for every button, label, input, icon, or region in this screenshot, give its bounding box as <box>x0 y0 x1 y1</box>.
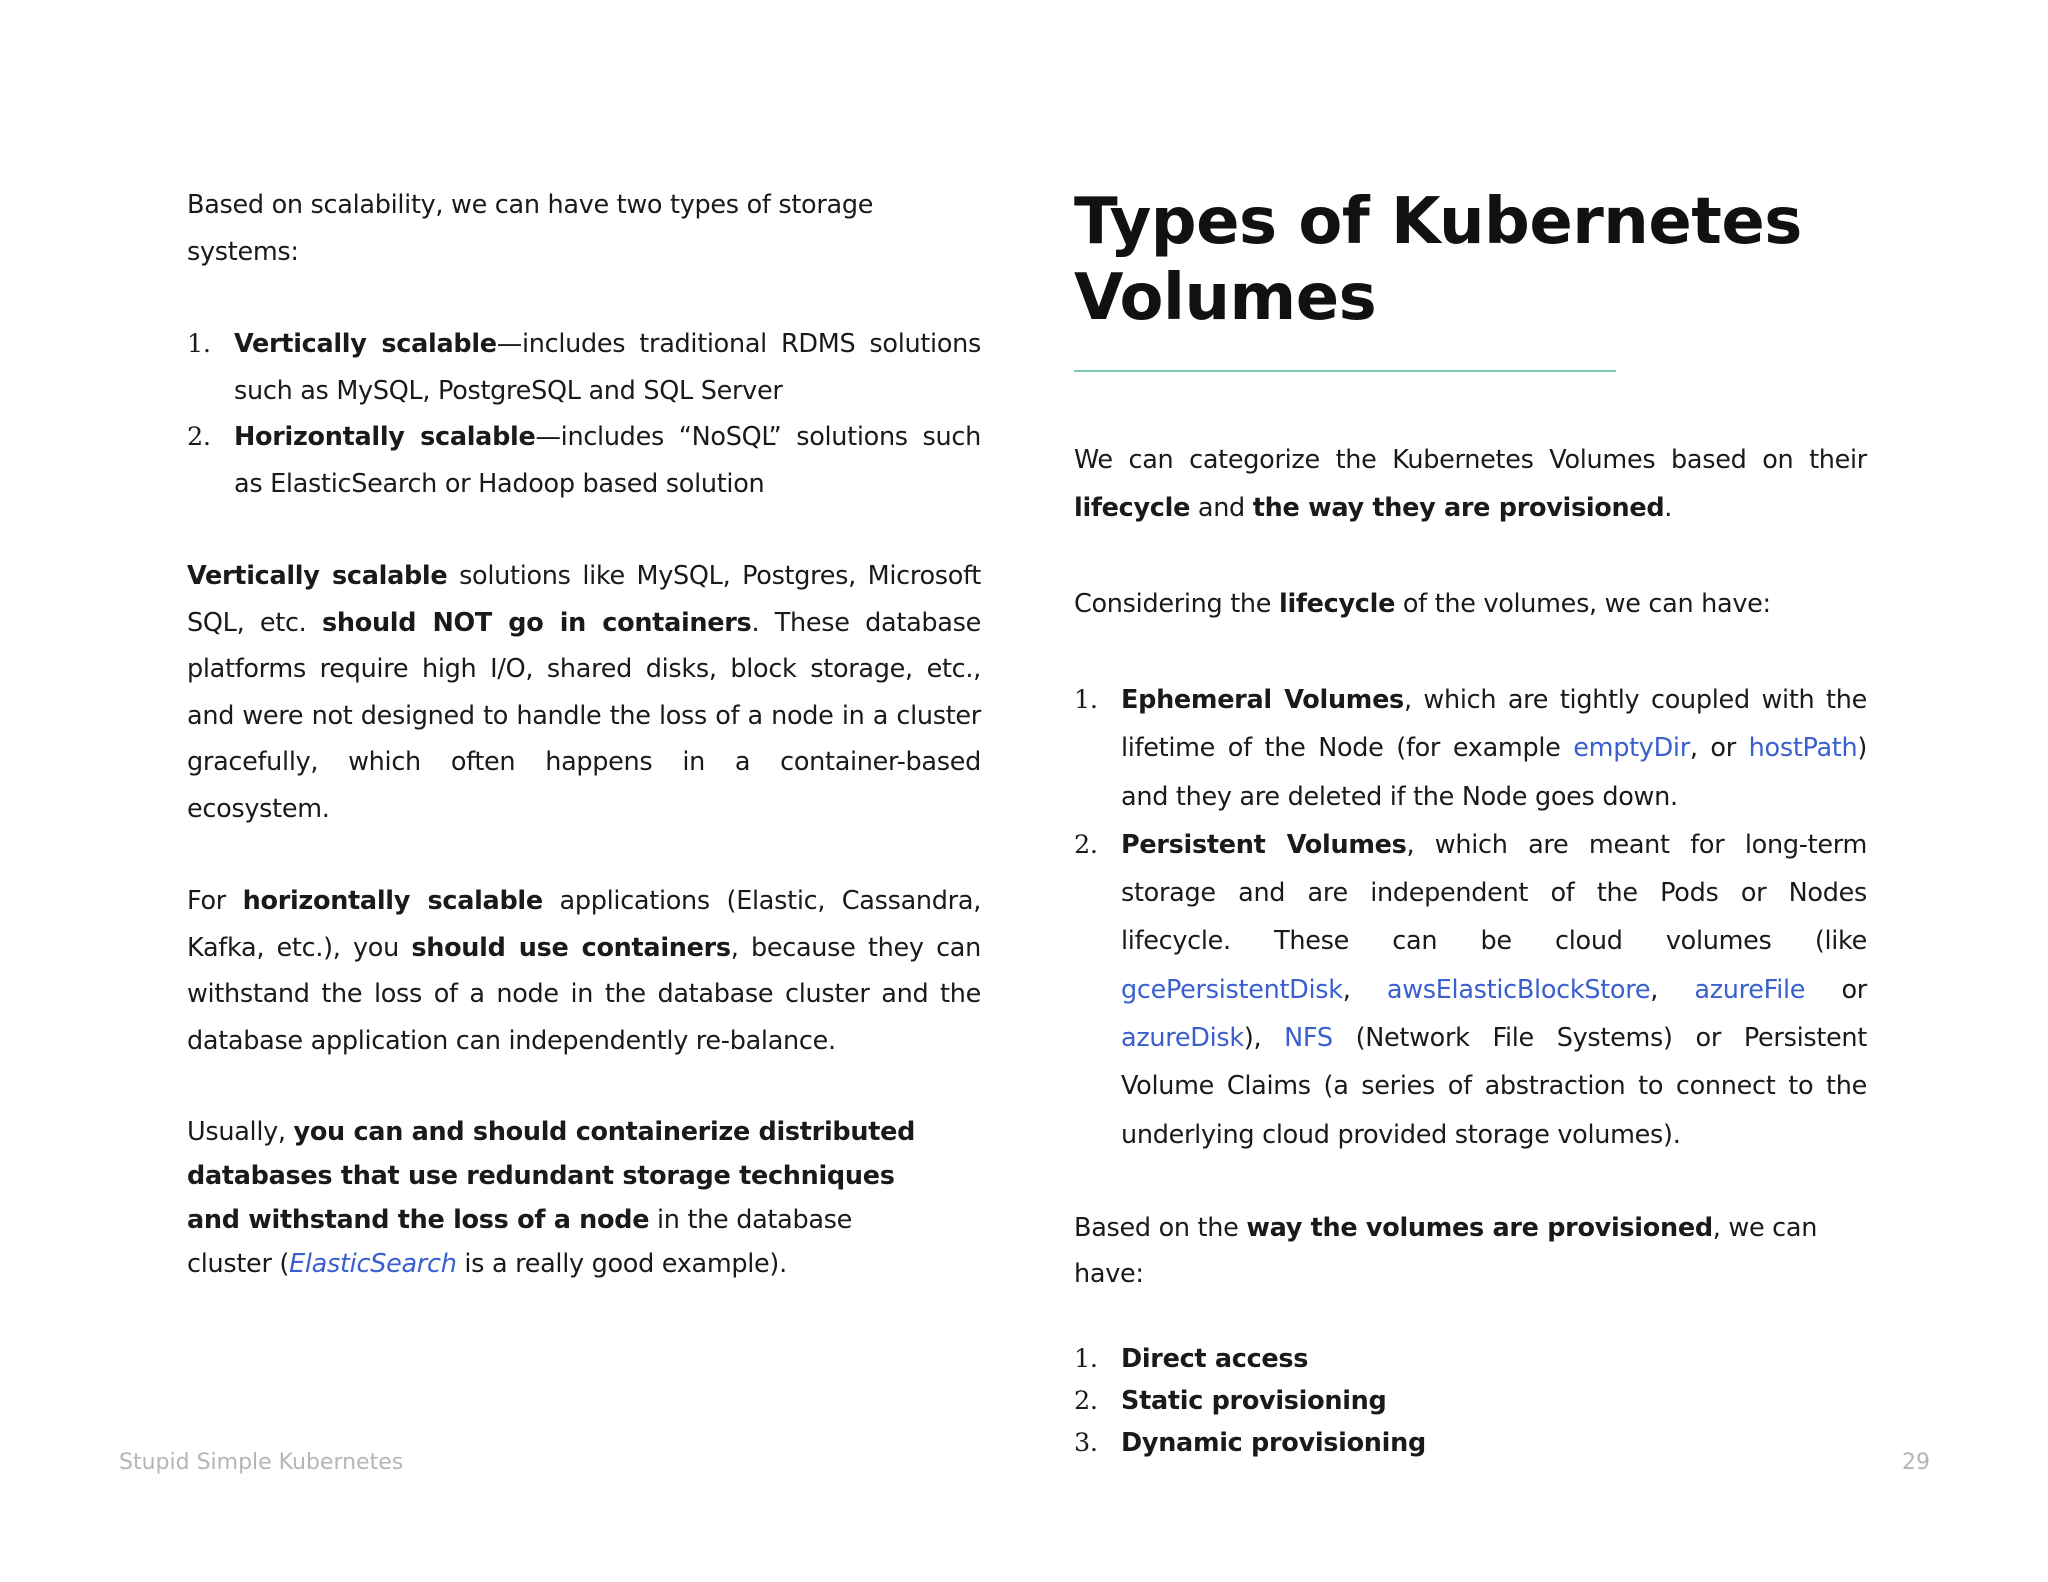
text: , <box>1342 974 1387 1005</box>
title-line: Types of Kubernetes <box>1074 185 1802 259</box>
list-item <box>1074 821 1867 1159</box>
lifecycle-list <box>1074 676 1867 1159</box>
text: , because they can withstand the loss of a node in the database cluster and the database application can independently re-balance. <box>187 932 981 1056</box>
storage-types-list <box>187 321 981 507</box>
paragraph-usually <box>187 1110 927 1286</box>
text: , <box>1650 974 1695 1005</box>
text: applications (Elastic, Cassandra, Kafka, etc.), you <box>187 886 981 963</box>
text: , which are meant for long-term storage and are independent of the Pods or Nodes lifecycle. These can be cloud volumes (like <box>1121 829 1867 957</box>
list-item <box>187 321 981 414</box>
text: and <box>1190 493 1253 523</box>
text: We can categorize the Kubernetes Volumes based on their <box>1074 445 1867 475</box>
footer-page-number: 29 <box>1902 1450 1930 1475</box>
azuredisk-link[interactable]: azureDisk <box>1121 1023 1244 1054</box>
storage-intro: Based on scalability, we can have two types of storage systems: <box>187 190 874 267</box>
gcepersistentdisk-link[interactable]: gcePersistentDisk <box>1121 974 1343 1005</box>
list-item-title: Static provisioning <box>1121 1385 1387 1416</box>
list-item <box>187 414 981 507</box>
bold-text: lifecycle <box>1279 589 1396 619</box>
azurefile-link[interactable]: azureFile <box>1694 974 1806 1005</box>
text: is a really good example). <box>456 1249 787 1279</box>
hostpath-link[interactable]: hostPath <box>1748 733 1858 764</box>
title-line: Volumes <box>1074 261 1377 335</box>
list-item-title: Persistent Volumes <box>1121 829 1407 860</box>
list-number: 3. <box>1074 1427 1098 1458</box>
list-number: 2. <box>1074 1385 1098 1416</box>
awselasticblockstore-link[interactable]: awsElasticBlockStore <box>1386 974 1651 1005</box>
paragraph-categorize <box>1074 436 1867 532</box>
left-column <box>187 182 981 1286</box>
text: , or <box>1689 733 1749 764</box>
text: or <box>1805 974 1867 1005</box>
emptydir-link[interactable]: emptyDir <box>1573 733 1690 764</box>
paragraph-horizontal <box>187 878 981 1064</box>
list-item <box>1074 676 1867 821</box>
title-divider <box>1074 370 1616 372</box>
list-item <box>1074 1422 1867 1464</box>
bold-text: you can and should containerize distributed databases that use redundant storage techniques and withstand the loss of a node <box>187 1117 916 1235</box>
list-number: 2. <box>1074 829 1098 860</box>
text: For <box>187 886 243 916</box>
bold-text: the way they are provisioned <box>1252 493 1665 523</box>
bold-text: should use containers <box>411 932 731 963</box>
text: of the volumes, we can have: <box>1395 589 1771 619</box>
text: ), <box>1243 1023 1285 1054</box>
list-item-title: Dynamic provisioning <box>1121 1427 1426 1458</box>
footer-book-title: Stupid Simple Kubernetes <box>119 1450 404 1475</box>
paragraph-considering <box>1074 580 1867 628</box>
list-number: 1. <box>1074 1343 1098 1374</box>
list-number: 2. <box>187 422 211 452</box>
list-item-title: Horizontally scalable <box>234 422 536 452</box>
text: ) and they are deleted if the Node goes down. <box>1121 733 1867 812</box>
list-item-title: Direct access <box>1121 1343 1309 1374</box>
nfs-link[interactable]: NFS <box>1284 1023 1333 1054</box>
bold-text: lifecycle <box>1074 493 1191 523</box>
paragraph-vertical <box>187 553 981 832</box>
paragraph-provisioned <box>1074 1205 1867 1298</box>
text: Considering the <box>1074 589 1279 619</box>
bold-text: Vertically scalable <box>187 561 448 591</box>
text: . <box>1664 493 1673 523</box>
text: . These database platforms require high I/O, shared disks, block storage, etc., and were not designed to handle the loss of a node in a cluster gracefully, which often happens in a container-based ecosystem. <box>187 607 981 824</box>
list-item <box>1074 1338 1867 1380</box>
text: in the database cluster ( <box>187 1205 853 1279</box>
list-item-text: —includes traditional RDMS solutions such as MySQL, PostgreSQL and SQL Server <box>234 329 981 406</box>
text: solutions like MySQL, Postgres, Microsoft SQL, etc. <box>187 561 981 638</box>
list-item-title: Ephemeral Volumes <box>1121 685 1404 715</box>
list-number: 1. <box>1074 685 1098 715</box>
list-item-title: Vertically scalable <box>234 329 497 359</box>
page-title <box>1074 184 1867 336</box>
provisioning-list <box>1074 1338 1867 1464</box>
list-number: 1. <box>187 329 211 359</box>
text: Usually, <box>187 1117 294 1147</box>
right-column <box>1074 184 1867 1464</box>
elasticsearch-link[interactable]: ElasticSearch <box>289 1249 457 1279</box>
bold-text: horizontally scalable <box>242 886 543 916</box>
bold-text: way the volumes are provisioned <box>1246 1212 1713 1243</box>
text: , we can have: <box>1074 1212 1818 1290</box>
list-item-text: —includes “NoSQL” solutions such as ElasticSearch or Hadoop based solution <box>234 422 981 499</box>
text: Based on the <box>1074 1212 1247 1243</box>
bold-text: should NOT go in containers <box>322 607 752 638</box>
text: , which are tightly coupled with the lifetime of the Node (for example <box>1121 685 1867 764</box>
list-item <box>1074 1380 1867 1422</box>
text: (Network File Systems) or Persistent Volume Claims (a series of abstraction to connect to the underlying cloud provided storage volumes). <box>1121 1023 1867 1150</box>
